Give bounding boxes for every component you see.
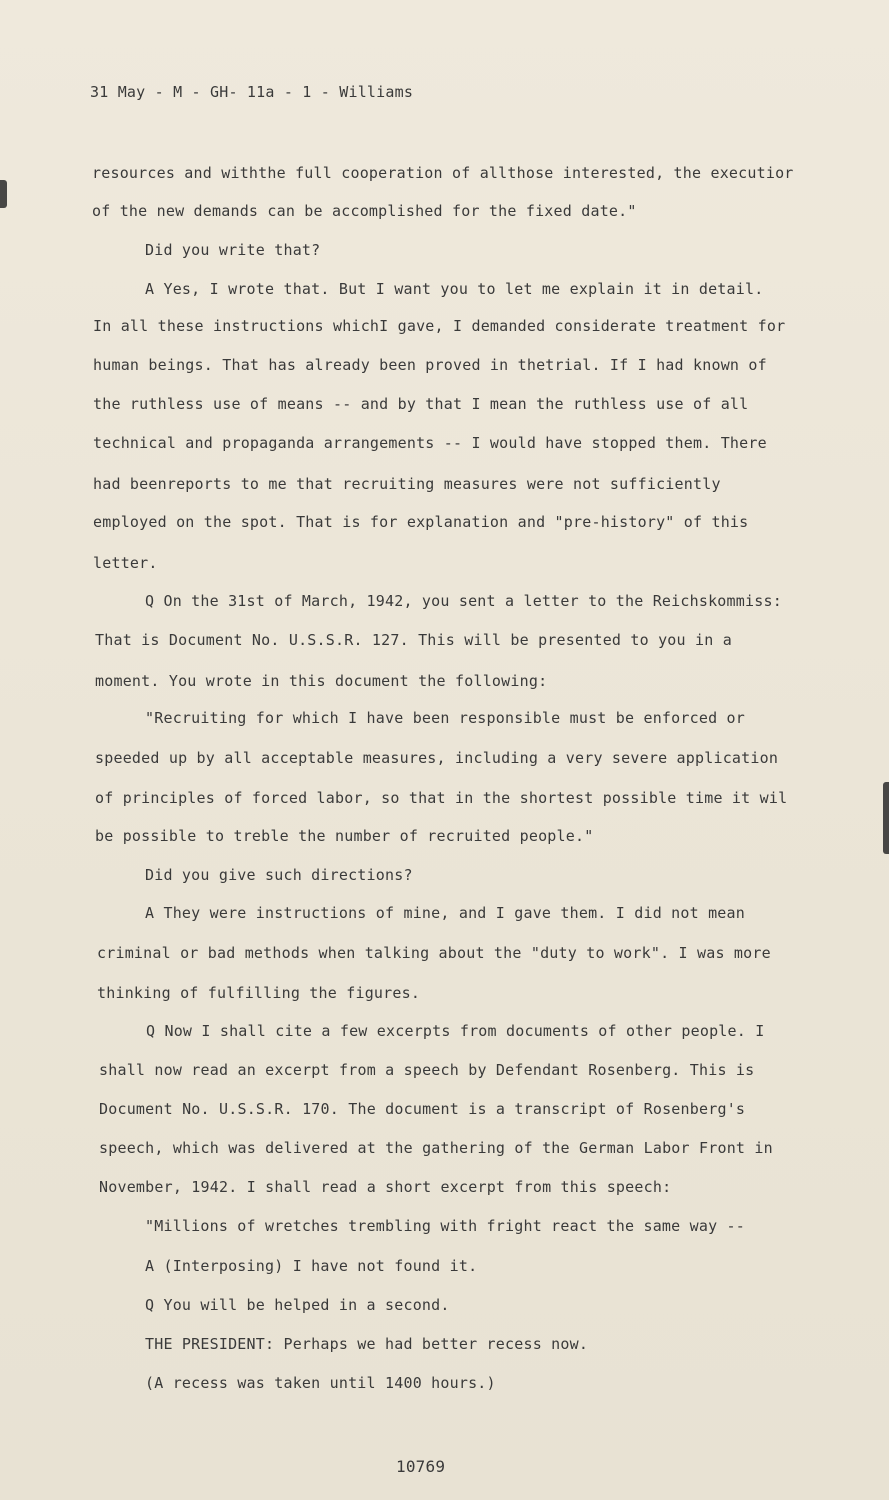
- text-line: Did you give such directions?: [145, 866, 413, 884]
- text-line: Q Now I shall cite a few excerpts from documents of other people. I: [146, 1022, 765, 1040]
- text-line: A (Interposing) I have not found it.: [145, 1257, 478, 1275]
- text-line: Q On the 31st of March, 1942, you sent a letter to the Reichskommiss:: [145, 592, 782, 610]
- page-header: 31 May - M - GH- 11a - 1 - Williams: [90, 83, 414, 101]
- binding-mark-left: [0, 180, 7, 208]
- page-number: 10769: [396, 1457, 446, 1476]
- text-line: speech, which was delivered at the gathering of the German Labor Front in: [99, 1139, 773, 1157]
- text-line: of principles of forced labor, so that in the shortest possible time it wil: [95, 789, 788, 807]
- binding-mark-right: [883, 782, 889, 854]
- text-line: That is Document No. U.S.S.R. 127. This will be presented to you in a: [95, 631, 732, 649]
- text-line: A Yes, I wrote that. But I want you to let me explain it in detail.: [145, 280, 764, 298]
- text-line: criminal or bad methods when talking about the "duty to work". I was more: [97, 944, 771, 962]
- text-line: of the new demands can be accomplished for the fixed date.": [92, 202, 637, 220]
- text-line: human beings. That has already been proved in thetrial. If I had known of: [93, 356, 767, 374]
- text-line: had beenreports to me that recruiting measures were not sufficiently: [93, 475, 721, 493]
- text-line: "Recruiting for which I have been responsible must be enforced or: [145, 709, 745, 727]
- text-line: letter.: [93, 554, 158, 572]
- text-line: Did you write that?: [145, 241, 321, 259]
- text-line: moment. You wrote in this document the following:: [95, 672, 548, 690]
- text-line: employed on the spot. That is for explanation and "pre-history" of this: [93, 513, 749, 531]
- text-line: Q You will be helped in a second.: [145, 1296, 450, 1314]
- text-line: speeded up by all acceptable measures, including a very severe application: [95, 749, 779, 767]
- text-line: "Millions of wretches trembling with fright react the same way --: [145, 1217, 745, 1235]
- text-line: Document No. U.S.S.R. 170. The document is a transcript of Rosenberg's: [99, 1100, 746, 1118]
- text-line: shall now read an excerpt from a speech by Defendant Rosenberg. This is: [99, 1061, 755, 1079]
- text-line: A They were instructions of mine, and I gave them. I did not mean: [145, 904, 745, 922]
- text-line: the ruthless use of means -- and by that I mean the ruthless use of all: [93, 395, 749, 413]
- text-line: THE PRESIDENT: Perhaps we had better recess now.: [145, 1335, 589, 1353]
- text-line: resources and withthe full cooperation of allthose interested, the executior: [92, 164, 794, 182]
- text-line: November, 1942. I shall read a short excerpt from this speech:: [99, 1178, 672, 1196]
- text-line: technical and propaganda arrangements -- I would have stopped them. There: [93, 434, 767, 452]
- text-line: be possible to treble the number of recruited people.": [95, 827, 594, 845]
- text-line: (A recess was taken until 1400 hours.): [145, 1374, 496, 1392]
- text-line: thinking of fulfilling the figures.: [97, 984, 421, 1002]
- text-line: In all these instructions whichI gave, I demanded considerate treatment for: [93, 317, 786, 335]
